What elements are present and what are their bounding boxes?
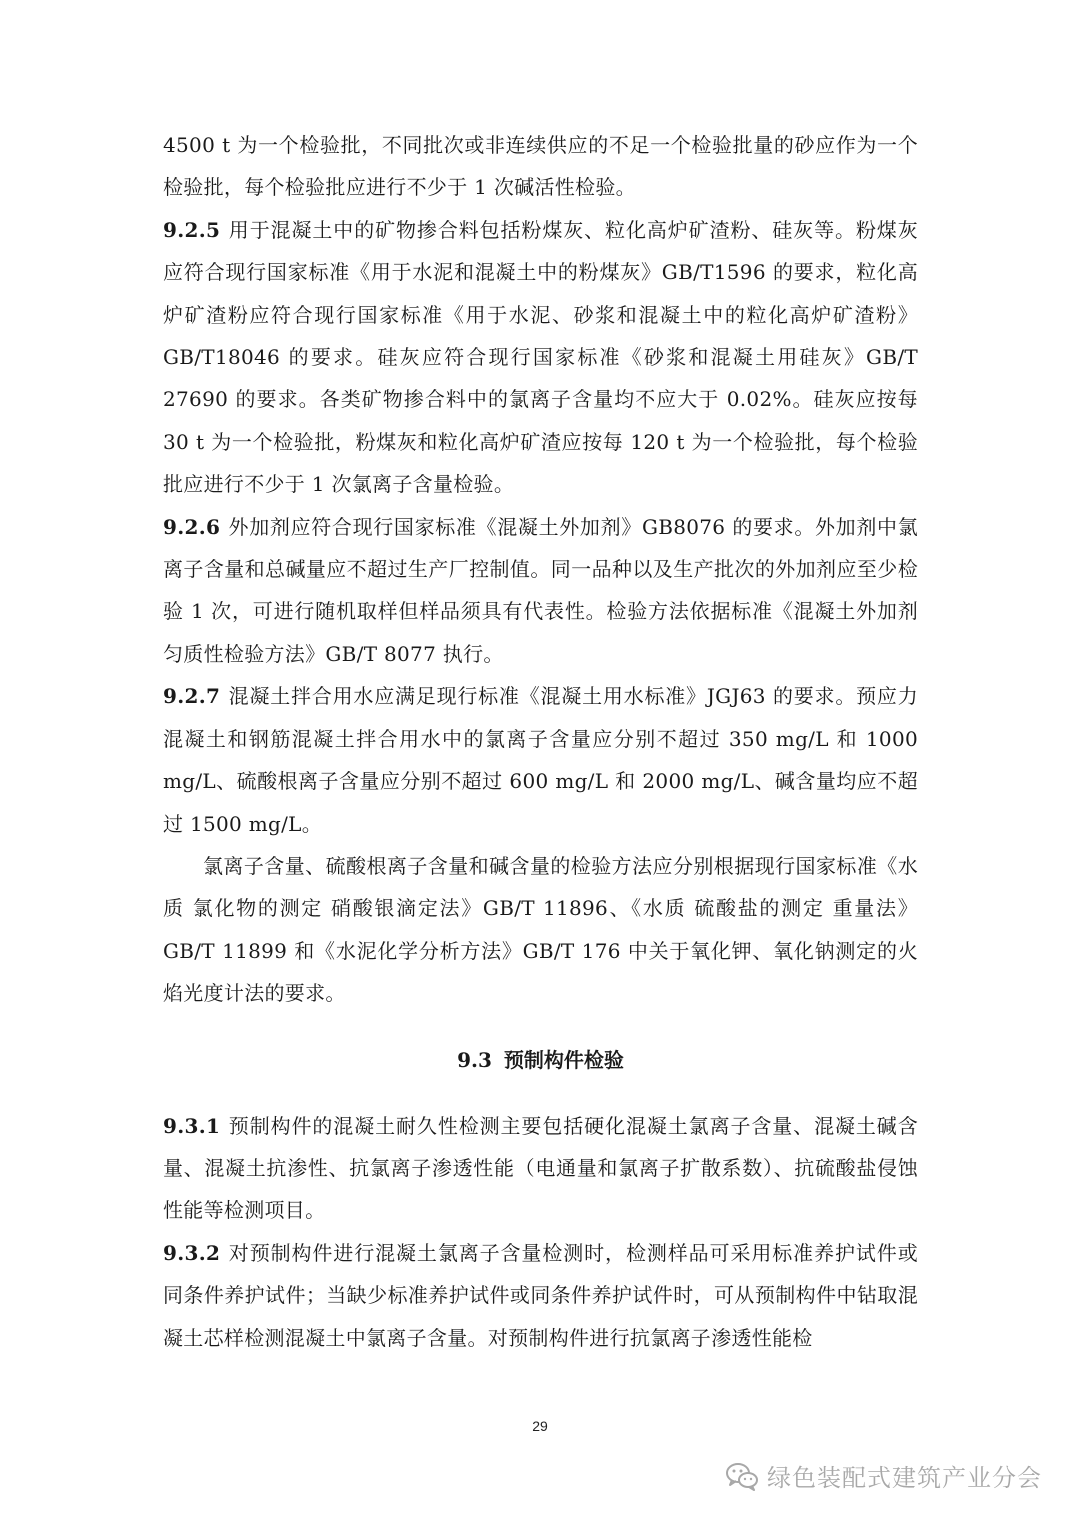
clause-9-3-2 bbox=[163, 1232, 918, 1359]
paragraph-text: 氯离子含量、硫酸根离子含量和碱含量的检验方法应分别根据现行国家标准《水质 氯化物的测定 硝酸银滴定法》GB/T 11896、《水质 硫酸盐的测定 重量法》GB/T 11899 和《水泥化学分析方法》GB/T 176 中关于氧化钾、氧化钠测定的火焰光度计法的要求。 bbox=[163, 853, 918, 1006]
clause-number: 9.3.1 bbox=[163, 1113, 221, 1138]
clause-9-2-6 bbox=[163, 506, 918, 676]
paragraph-continuation bbox=[163, 124, 918, 209]
clause-9-3-1 bbox=[163, 1105, 918, 1232]
wechat-icon bbox=[725, 1461, 759, 1491]
clause-number: 9.3.2 bbox=[163, 1240, 221, 1265]
clause-text: 对预制构件进行混凝土氯离子含量检测时，检测样品可采用标准养护试件或同条件养护试件；当缺少标准养护试件或同条件养护试件时，可从预制构件中钻取混凝土芯样检测混凝土中氯离子含量。对预制构件进行抗氯离子渗透性能检 bbox=[163, 1240, 918, 1350]
clause-text: 外加剂应符合现行国家标准《混凝土外加剂》GB8076 的要求。外加剂中氯离子含量和总碱量应不超过生产厂控制值。同一品种以及生产批次的外加剂应至少检验 1 次，可进行随机取样但样品须具有代表性。检验方法依据标准《混凝土外加剂匀质性检验方法》GB/T 8077 执行。 bbox=[163, 514, 918, 666]
clause-text: 用于混凝土中的矿物掺合料包括粉煤灰、粒化高炉矿渣粉、硅灰等。粉煤灰应符合现行国家标准《用于水泥和混凝土中的粉煤灰》GB/T1596 的要求，粒化高炉矿渣粉应符合现行国家标准《用于水泥、砂浆和混凝土中的粒化高炉矿渣粉》GB/T18046 的要求。硅灰应符合现行国家标准《砂浆和混凝土用硅灰》GB/T 27690 的要求。各类矿物掺合料中的氯离子含量均不应大于 0.02%。硅灰应按每 30 t 为一个检验批，粉煤灰和粒化高炉矿渣应按每 120 t 为一个检验批，每个检验批应进行不少于 1 次氯离子含量检验。 bbox=[163, 217, 918, 497]
watermark-text: 绿色装配式建筑产业分会 bbox=[767, 1464, 1042, 1492]
watermark bbox=[725, 1458, 1042, 1493]
page-number: 29 bbox=[532, 1418, 548, 1434]
section-heading bbox=[163, 1039, 918, 1081]
clause-text: 预制构件的混凝土耐久性检测主要包括硬化混凝土氯离子含量、混凝土碱含量、混凝土抗渗性、抗氯离子渗透性能（电通量和氯离子扩散系数）、抗硫酸盐侵蚀性能等检测项目。 bbox=[163, 1113, 918, 1223]
clause-number: 9.2.7 bbox=[163, 684, 221, 709]
page-content bbox=[163, 124, 918, 1359]
clause-9-2-7 bbox=[163, 675, 918, 845]
section-title: 预制构件检验 bbox=[503, 1047, 624, 1072]
clause-number: 9.2.6 bbox=[163, 514, 221, 539]
paragraph-text: 4500 t 为一个检验批，不同批次或非连续供应的不足一个检验批量的砂应作为一个检验批，每个检验批应进行不少于 1 次碱活性检验。 bbox=[163, 133, 918, 200]
clause-text: 混凝土拌合用水应满足现行标准《混凝土用水标准》JGJ63 的要求。预应力混凝土和钢筋混凝土拌合用水中的氯离子含量应分别不超过 350 mg/L 和 1000 mg/L、硫酸根离子含量应分别不超过 600 mg/L 和 2000 mg/L、碱含量均应不超过 1500 mg/L。 bbox=[163, 684, 918, 836]
clause-number: 9.2.5 bbox=[163, 217, 221, 242]
clause-9-2-5 bbox=[163, 209, 918, 506]
paragraph-test-methods bbox=[163, 845, 918, 1015]
section-number: 9.3 bbox=[457, 1047, 492, 1072]
